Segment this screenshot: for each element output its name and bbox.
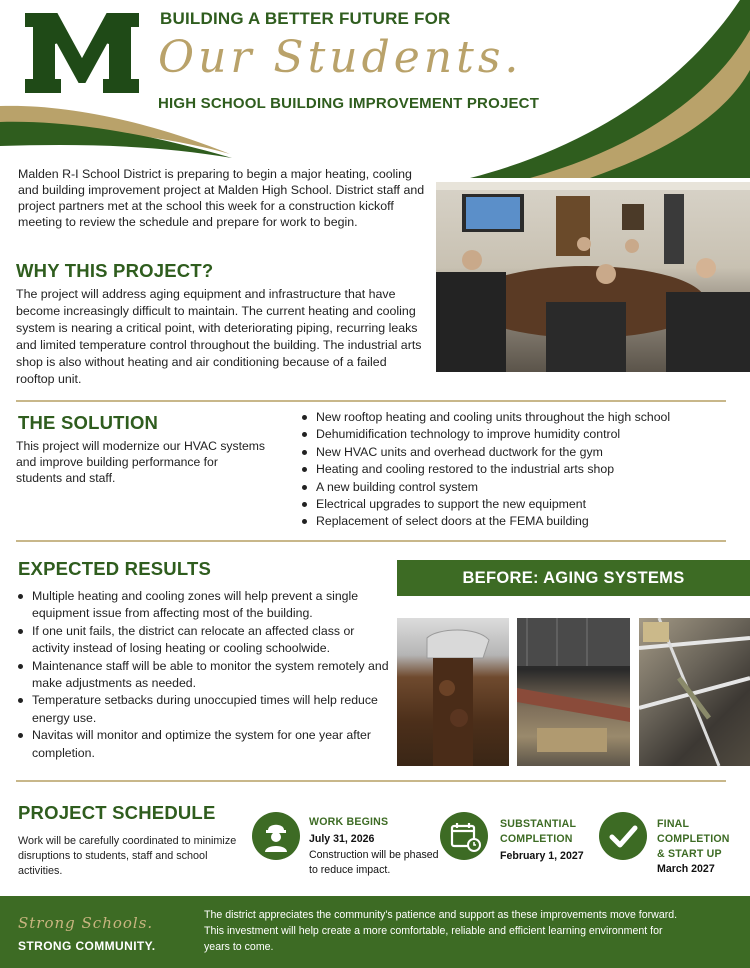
- solution-list: [300, 409, 740, 531]
- milestone-title: COMPLETION: [500, 833, 573, 845]
- schedule-heading: PROJECT SCHEDULE: [18, 802, 216, 823]
- footer-message: The district appreciates the community's patience and support as these improvements move forward. This investment will help create a more comfortable, reliable and efficient learning environment for years to come.: [204, 909, 678, 953]
- list-item: Replacement of select doors at the FEMA building: [300, 513, 740, 530]
- why-heading: WHY THIS PROJECT?: [16, 260, 214, 281]
- milestone-title: SUBSTANTIAL: [500, 818, 577, 830]
- header-project-title: HIGH SCHOOL BUILDING IMPROVEMENT PROJECT: [158, 95, 540, 112]
- results-list: [16, 588, 392, 762]
- meeting-photo: [436, 182, 750, 372]
- milestone-date: July 31, 2026: [309, 833, 375, 845]
- list-item: Heating and cooling restored to the industrial arts shop: [300, 461, 740, 478]
- divider: [16, 780, 726, 782]
- worker-icon: [252, 812, 300, 860]
- decorative-swoosh-right: [460, 0, 750, 178]
- intro-paragraph: Malden R-I School District is preparing to begin a major heating, cooling and building improvement project at Malden High School. District staff and project partners met at the school this week for a construction kickoff meeting to review the schedule and prepare for work to begin.: [18, 167, 425, 229]
- list-item: Dehumidification technology to improve humidity control: [300, 426, 740, 443]
- milestone-title: WORK BEGINS: [309, 816, 389, 828]
- milestone-date: March 2027: [657, 863, 715, 875]
- results-heading: EXPECTED RESULTS: [18, 558, 212, 579]
- divider: [16, 400, 726, 402]
- decorative-swoosh-left: [0, 98, 240, 168]
- list-item: Maintenance staff will be able to monitor the system remotely and make adjustments as needed.: [16, 658, 392, 693]
- solution-heading: THE SOLUTION: [18, 412, 159, 433]
- divider: [16, 540, 726, 542]
- school-m-logo: [22, 10, 142, 96]
- solution-paragraph: This project will modernize our HVAC systems and improve building performance for students and staff.: [16, 439, 266, 485]
- list-item: Temperature setbacks during unoccupied times will help reduce energy use.: [16, 692, 392, 727]
- list-item: If one unit fails, the district can relocate an affected class or activity instead of losing heating or cooling schoolwide.: [16, 623, 392, 658]
- milestone-note: Construction will be phased to reduce impact.: [309, 849, 439, 876]
- footer-script: Strong Schools.: [18, 914, 154, 932]
- milestone-title: FINAL: [657, 818, 690, 830]
- milestone-title: & START UP: [657, 848, 722, 860]
- milestone-date: February 1, 2027: [500, 850, 584, 862]
- calendar-icon: [440, 812, 488, 860]
- before-heading: BEFORE: AGING SYSTEMS: [397, 560, 750, 596]
- list-item: Electrical upgrades to support the new equipment: [300, 496, 740, 513]
- schedule-paragraph: Work will be carefully coordinated to minimize disruptions to students, staff and school activities.: [18, 835, 237, 877]
- why-paragraph: The project will address aging equipment and infrastructure that have become increasingly difficult to maintain. The current heating and cooling system is nearing a critical point, with deteriorating piping, recurring leaks and limited temperature control throughout the building. The industrial arts shop is also without heating and air conditioning because of a failed rooftop unit.: [16, 287, 422, 386]
- checkmark-icon: [599, 812, 647, 860]
- corroded-pipe-photo: [397, 618, 509, 766]
- footer-slogan: STRONG COMMUNITY.: [18, 939, 156, 953]
- damaged-ductwork-photo: [517, 618, 630, 766]
- list-item: New rooftop heating and cooling units throughout the high school: [300, 409, 740, 426]
- milestone-title: COMPLETION: [657, 833, 730, 845]
- header-tagline: BUILDING A BETTER FUTURE FOR: [160, 9, 451, 28]
- header-script-title: Our Students.: [158, 32, 523, 83]
- list-item: Multiple heating and cooling zones will help prevent a single equipment issue from affecting most of the building.: [16, 588, 392, 623]
- list-item: Navitas will monitor and optimize the system for one year after completion.: [16, 727, 392, 762]
- list-item: New HVAC units and overhead ductwork for the gym: [300, 444, 740, 461]
- ceiling-pipes-photo: [639, 618, 750, 766]
- list-item: A new building control system: [300, 479, 740, 496]
